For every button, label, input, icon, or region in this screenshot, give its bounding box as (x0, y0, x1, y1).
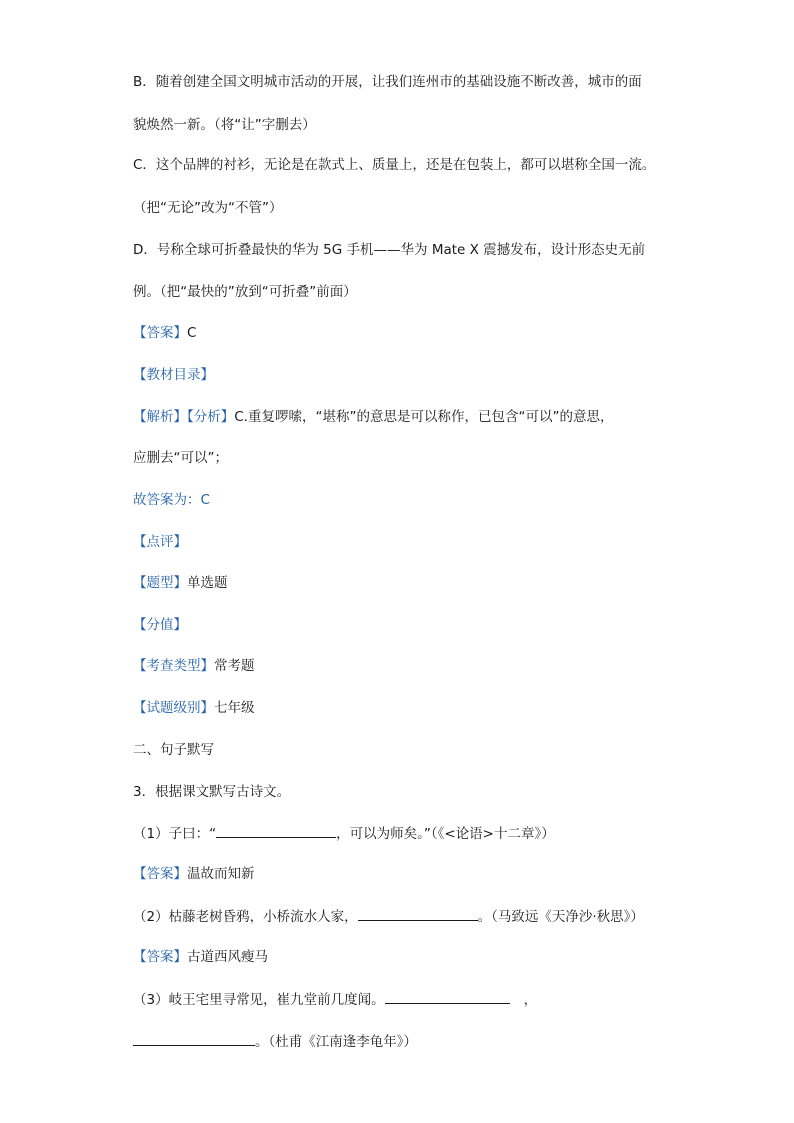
q3-3-prefix: （3）岐王宅里寻常见，崔九堂前几度闻。 (133, 992, 385, 1008)
analysis-tag: 【解析】【分析】 (133, 409, 235, 425)
answer-tag: 【答案】 (133, 325, 187, 341)
answer-2-line (133, 947, 268, 967)
option-d-line-2: 例。（把“最快的”放到“可折叠”前面） (133, 284, 357, 300)
analysis-line (133, 407, 613, 427)
answer-blank-1[interactable] (216, 823, 336, 838)
option-b-line-1: B．随着创建全国文明城市活动的开展，让我们连州市的基础设施不断改善，城市的面 (133, 74, 642, 90)
exam-type-line (133, 656, 255, 676)
analysis-line-2: 应删去“可以”； (133, 450, 228, 466)
answer-2-tag: 【答案】 (133, 949, 187, 965)
q3-2-suffix: 。（马致远《天净沙·秋思》） (477, 909, 644, 925)
answer-line (133, 323, 196, 343)
question-type-tag: 【题型】 (133, 575, 187, 591)
q3-1-prefix: （1）子曰：“ (133, 826, 217, 842)
level-line (133, 698, 255, 718)
textbook-tag: 【教材目录】 (133, 367, 214, 383)
level-tag: 【试题级别】 (133, 700, 214, 716)
option-b-line-2: 貌焕然一新。（将“让”字删去） (133, 117, 316, 133)
q3-3-suffix: 。（杜甫《江南逢李龟年》） (255, 1034, 417, 1050)
question-type-line (133, 573, 228, 593)
answer-1-value: 温故而知新 (187, 866, 255, 882)
q3-2-prefix: （2）枯藤老树昏鸦，小桥流水人家， (133, 909, 358, 925)
answer-1-line (133, 864, 255, 884)
question-3-3-line-2 (133, 1031, 417, 1052)
conclusion-line: 故答案为：C (133, 492, 210, 508)
q3-1-suffix: ，可以为师矣。”（《<论语>十二章》） (336, 826, 555, 842)
exam-type-tag: 【考查类型】 (133, 658, 214, 674)
question-type-value: 单选题 (187, 575, 228, 591)
answer-2-value: 古道西风瘦马 (187, 949, 268, 965)
analysis-text: C.重复啰嗦，“堪称”的意思是可以称作，已包含“可以”的意思， (234, 409, 614, 425)
question-3-1 (133, 823, 555, 844)
q3-3-comma: ， (523, 992, 538, 1008)
question-3-3 (133, 989, 537, 1010)
option-d-line-1: D．号称全球可折叠最快的华为 5G 手机——华为 Mate X 震撼发布，设计形态史无前 (133, 242, 646, 258)
score-tag: 【分值】 (133, 617, 187, 633)
option-c-line-2: （把“无论”改为“不管”） (133, 200, 283, 216)
answer-blank-2[interactable] (358, 906, 478, 921)
question-3-2 (133, 906, 644, 927)
answer-1-tag: 【答案】 (133, 866, 187, 882)
review-tag: 【点评】 (133, 534, 187, 550)
question-3-title: 3．根据课文默写古诗文。 (133, 784, 291, 800)
exam-type-value: 常考题 (214, 658, 255, 674)
answer-value: C (187, 325, 197, 341)
answer-blank-4[interactable] (133, 1031, 255, 1046)
answer-blank-3[interactable] (385, 989, 510, 1004)
option-c-line-1: C．这个品牌的衬衫，无论是在款式上、质量上，还是在包装上，都可以堪称全国一流。 (133, 157, 656, 173)
section-heading: 二、句子默写 (133, 742, 214, 758)
level-value: 七年级 (214, 700, 255, 716)
